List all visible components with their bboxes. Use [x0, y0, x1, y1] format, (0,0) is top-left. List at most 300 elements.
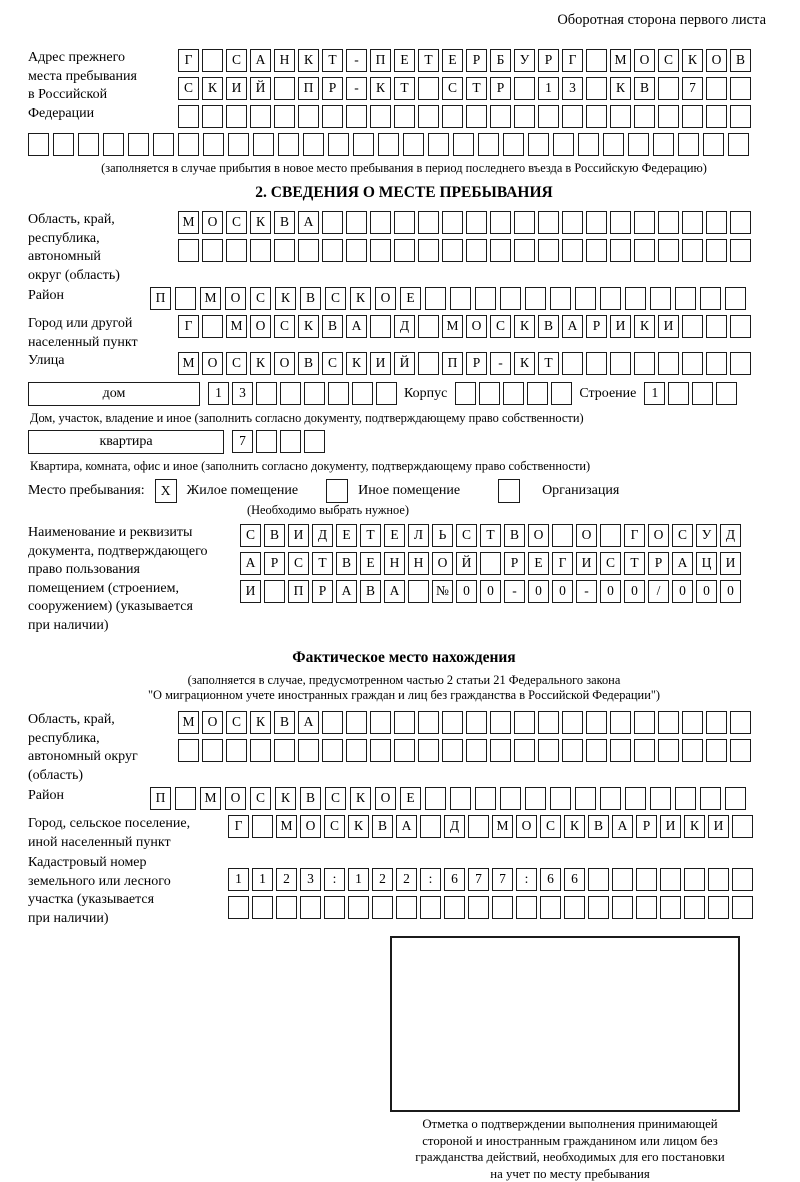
char-cell: В: [322, 315, 343, 338]
char-cell: 0: [696, 580, 717, 603]
char-cell: М: [178, 352, 199, 375]
char-cell: [706, 211, 727, 234]
char-cell: И: [708, 815, 729, 838]
char-cell: [418, 105, 439, 128]
text-line: гражданства действий, необходимых для его постановки: [360, 1149, 780, 1166]
char-cell: 0: [624, 580, 645, 603]
char-cell: В: [264, 524, 285, 547]
char-cell: [682, 315, 703, 338]
char-cell: [578, 133, 599, 156]
cadastral-rows: [228, 854, 756, 924]
char-cell: [525, 787, 546, 810]
char-cell: [706, 352, 727, 375]
char-cell: И: [576, 552, 597, 575]
char-cell: [175, 787, 196, 810]
text-line: при наличии): [28, 617, 240, 636]
char-cell: [692, 382, 713, 405]
char-cell: К: [250, 711, 271, 734]
char-cell: С: [442, 77, 463, 100]
stay-type-checkbox-other: [326, 479, 348, 503]
actual-city-row: [228, 815, 756, 843]
char-cell: О: [576, 524, 597, 547]
region-block: [28, 211, 780, 285]
text-line: "О миграционном учете иностранных граждан и лиц без гражданства в Российской Федерации"): [28, 688, 780, 703]
char-cell: [730, 105, 751, 128]
char-cell: 0: [672, 580, 693, 603]
actual-city-block: [28, 815, 780, 852]
char-cell: О: [432, 552, 453, 575]
char-cell: [678, 133, 699, 156]
char-cell: К: [275, 287, 296, 310]
document-row-3: [240, 580, 744, 608]
char-cell: [636, 868, 657, 891]
char-cell: 7: [232, 430, 253, 453]
char-cell: В: [336, 552, 357, 575]
char-cell: [730, 739, 751, 762]
char-cell: К: [250, 352, 271, 375]
char-cell: [428, 133, 449, 156]
char-cell: [586, 77, 607, 100]
char-cell: [256, 382, 277, 405]
actual-region-row-1: [178, 711, 754, 739]
char-cell: [562, 352, 583, 375]
char-cell: [625, 287, 646, 310]
char-cell: К: [298, 315, 319, 338]
char-cell: И: [226, 77, 247, 100]
char-cell: [178, 239, 199, 262]
prev-address-caption: (заполняется в случае прибытия в новое место пребывания в период последнего въезда в Российскую Федерацию): [28, 161, 780, 176]
char-cell: [442, 711, 463, 734]
char-cell: [658, 211, 679, 234]
char-cell: И: [370, 352, 391, 375]
char-cell: [252, 815, 273, 838]
char-cell: К: [564, 815, 585, 838]
char-cell: О: [225, 787, 246, 810]
char-cell: [516, 896, 537, 919]
char-cell: [418, 739, 439, 762]
char-cell: Н: [274, 49, 295, 72]
cadastral-row-2: [228, 896, 756, 924]
char-cell: [514, 711, 535, 734]
char-cell: [298, 105, 319, 128]
char-cell: Р: [466, 49, 487, 72]
char-cell: [610, 711, 631, 734]
char-cell: А: [384, 580, 405, 603]
char-cell: В: [504, 524, 525, 547]
street-block: [28, 352, 780, 380]
char-cell: [376, 382, 397, 405]
char-cell: [728, 133, 749, 156]
char-cell: [706, 739, 727, 762]
char-cell: С: [672, 524, 693, 547]
text-line: участка (указывается: [28, 891, 228, 910]
char-cell: 7: [682, 77, 703, 100]
char-cell: [420, 896, 441, 919]
char-cell: 3: [232, 382, 253, 405]
char-cell: Й: [394, 352, 415, 375]
char-cell: [202, 315, 223, 338]
char-cell: [706, 105, 727, 128]
char-cell: [550, 787, 571, 810]
char-cell: [352, 382, 373, 405]
char-cell: Л: [408, 524, 429, 547]
stamp-box: [390, 936, 740, 1112]
char-cell: Р: [466, 352, 487, 375]
char-cell: [278, 133, 299, 156]
actual-region-rows: [178, 711, 754, 767]
street-row: [178, 352, 754, 380]
char-cell: [610, 352, 631, 375]
char-cell: 1: [228, 868, 249, 891]
char-cell: [730, 77, 751, 100]
text-line: Город или другой: [28, 315, 178, 334]
char-cell: Г: [178, 49, 199, 72]
char-cell: [562, 239, 583, 262]
char-cell: [264, 580, 285, 603]
char-cell: [612, 896, 633, 919]
char-cell: В: [730, 49, 751, 72]
char-cell: [600, 287, 621, 310]
char-cell: А: [396, 815, 417, 838]
char-cell: Й: [456, 552, 477, 575]
char-cell: [228, 133, 249, 156]
char-cell: [562, 711, 583, 734]
stay-type-caption: (Необходимо выбрать нужное): [178, 503, 478, 518]
char-cell: [732, 868, 753, 891]
char-cell: [706, 77, 727, 100]
char-cell: Н: [384, 552, 405, 575]
page-side-note: Оборотная сторона первого листа: [28, 12, 780, 29]
char-cell: [636, 896, 657, 919]
char-cell: [708, 896, 729, 919]
char-cell: С: [490, 315, 511, 338]
char-cell: [610, 239, 631, 262]
char-cell: К: [350, 287, 371, 310]
char-cell: [450, 287, 471, 310]
char-cell: Т: [322, 49, 343, 72]
char-cell: [490, 711, 511, 734]
char-cell: [675, 287, 696, 310]
char-cell: И: [288, 524, 309, 547]
char-cell: С: [178, 77, 199, 100]
char-cell: Р: [504, 552, 525, 575]
text-line: округ (область): [28, 267, 178, 286]
apartment-caption: Квартира, комната, офис и иное (заполнить согласно документу, подтверждающему право собственности): [30, 459, 780, 474]
char-cell: [322, 239, 343, 262]
char-cell: /: [648, 580, 669, 603]
char-cell: 6: [540, 868, 561, 891]
char-cell: -: [504, 580, 525, 603]
char-cell: К: [346, 352, 367, 375]
char-cell: В: [372, 815, 393, 838]
char-cell: [250, 105, 271, 128]
stamp-note: [360, 1116, 780, 1182]
char-cell: С: [226, 211, 247, 234]
char-cell: [442, 211, 463, 234]
char-cell: [660, 868, 681, 891]
document-rows: [240, 524, 744, 608]
char-cell: [552, 524, 573, 547]
char-cell: [553, 133, 574, 156]
actual-region-row-2: [178, 739, 754, 767]
char-cell: [575, 287, 596, 310]
char-cell: [730, 352, 751, 375]
char-cell: [725, 787, 746, 810]
char-cell: С: [250, 787, 271, 810]
char-cell: [562, 739, 583, 762]
char-cell: [730, 211, 751, 234]
document-row-2: [240, 552, 744, 580]
char-cell: [276, 896, 297, 919]
char-cell: С: [226, 352, 247, 375]
char-cell: [475, 287, 496, 310]
char-cell: С: [226, 711, 247, 734]
char-cell: [128, 133, 149, 156]
char-cell: Д: [444, 815, 465, 838]
char-cell: [658, 239, 679, 262]
char-cell: О: [516, 815, 537, 838]
char-cell: [658, 739, 679, 762]
char-cell: [346, 105, 367, 128]
char-cell: [226, 239, 247, 262]
char-cell: И: [658, 315, 679, 338]
char-cell: [202, 739, 223, 762]
char-cell: М: [178, 711, 199, 734]
prev-address-row-4: [28, 133, 780, 161]
section2-title: 2. СВЕДЕНИЯ О МЕСТЕ ПРЕБЫВАНИЯ: [28, 184, 780, 202]
char-cell: Е: [528, 552, 549, 575]
text-line: на учет по месту пребывания: [360, 1166, 780, 1182]
char-cell: О: [375, 787, 396, 810]
char-cell: [625, 787, 646, 810]
char-cell: С: [456, 524, 477, 547]
char-cell: К: [370, 77, 391, 100]
char-cell: [252, 896, 273, 919]
char-cell: К: [250, 211, 271, 234]
city-row: [178, 315, 754, 343]
char-cell: О: [706, 49, 727, 72]
char-cell: [706, 711, 727, 734]
prev-address-row-2: [178, 77, 754, 105]
char-cell: Й: [250, 77, 271, 100]
char-cell: В: [360, 580, 381, 603]
char-cell: [708, 868, 729, 891]
char-cell: В: [274, 211, 295, 234]
char-cell: Г: [624, 524, 645, 547]
document-label: [28, 524, 240, 635]
stay-type-option-residential: Жилое помещение: [187, 483, 298, 499]
actual-district-block: [28, 787, 780, 815]
char-cell: [178, 105, 199, 128]
char-cell: К: [682, 49, 703, 72]
char-cell: [300, 896, 321, 919]
char-cell: 0: [456, 580, 477, 603]
char-cell: Р: [322, 77, 343, 100]
char-cell: [586, 105, 607, 128]
char-cell: [514, 239, 535, 262]
char-cell: [256, 430, 277, 453]
char-cell: [550, 287, 571, 310]
char-cell: О: [202, 352, 223, 375]
char-cell: [682, 739, 703, 762]
char-cell: [682, 711, 703, 734]
char-cell: [475, 787, 496, 810]
char-cell: [730, 711, 751, 734]
char-cell: [250, 739, 271, 762]
char-cell: [322, 105, 343, 128]
text-line: Кадастровый номер: [28, 854, 228, 873]
char-cell: [304, 430, 325, 453]
char-cell: [348, 896, 369, 919]
char-cell: [103, 133, 124, 156]
char-cell: Г: [178, 315, 199, 338]
char-cell: [328, 382, 349, 405]
char-cell: Т: [466, 77, 487, 100]
char-cell: Ь: [432, 524, 453, 547]
char-cell: 1: [644, 382, 665, 405]
char-cell: [514, 739, 535, 762]
char-cell: [370, 711, 391, 734]
char-cell: [274, 77, 295, 100]
char-cell: [178, 133, 199, 156]
char-cell: О: [375, 287, 396, 310]
char-cell: К: [202, 77, 223, 100]
char-cell: [346, 211, 367, 234]
char-cell: [408, 580, 429, 603]
char-cell: [682, 211, 703, 234]
char-cell: [468, 896, 489, 919]
char-cell: [394, 105, 415, 128]
char-cell: [586, 711, 607, 734]
char-cell: [346, 711, 367, 734]
char-cell: Р: [264, 552, 285, 575]
char-cell: [682, 352, 703, 375]
char-cell: [202, 49, 223, 72]
char-cell: [303, 133, 324, 156]
text-line: земельного или лесного: [28, 873, 228, 892]
char-cell: [538, 211, 559, 234]
char-cell: [706, 315, 727, 338]
text-line: Область, край,: [28, 711, 178, 730]
region-rows: [178, 211, 754, 267]
text-line: республика,: [28, 230, 178, 249]
char-cell: [480, 552, 501, 575]
char-cell: [466, 211, 487, 234]
char-cell: К: [350, 787, 371, 810]
char-cell: А: [562, 315, 583, 338]
text-line: Адрес прежнего: [28, 49, 178, 68]
char-cell: Н: [408, 552, 429, 575]
char-cell: [540, 896, 561, 919]
char-cell: 1: [208, 382, 229, 405]
char-cell: -: [490, 352, 511, 375]
char-cell: [370, 105, 391, 128]
char-cell: [394, 211, 415, 234]
char-cell: [370, 739, 391, 762]
char-cell: 3: [562, 77, 583, 100]
char-cell: [716, 382, 737, 405]
char-cell: Е: [400, 787, 421, 810]
char-cell: М: [442, 315, 463, 338]
char-cell: [503, 133, 524, 156]
char-cell: [675, 787, 696, 810]
char-cell: [490, 739, 511, 762]
text-line: места пребывания: [28, 68, 178, 87]
char-cell: [466, 739, 487, 762]
char-cell: Т: [312, 552, 333, 575]
char-cell: Д: [394, 315, 415, 338]
char-cell: О: [648, 524, 669, 547]
char-cell: [324, 896, 345, 919]
char-cell: С: [226, 49, 247, 72]
char-cell: -: [346, 77, 367, 100]
stay-type-checkbox-organization: [498, 479, 520, 503]
char-cell: [280, 382, 301, 405]
char-cell: [600, 787, 621, 810]
char-cell: [322, 711, 343, 734]
char-cell: В: [300, 787, 321, 810]
char-cell: [28, 133, 49, 156]
char-cell: [274, 105, 295, 128]
char-cell: [610, 739, 631, 762]
actual-city-label: [28, 815, 228, 852]
char-cell: [418, 211, 439, 234]
text-line: Наименование и реквизиты: [28, 524, 240, 543]
char-cell: О: [634, 49, 655, 72]
char-cell: [732, 896, 753, 919]
char-cell: -: [576, 580, 597, 603]
char-cell: [450, 787, 471, 810]
char-cell: [730, 239, 751, 262]
prev-address-label: [28, 49, 178, 123]
district-row: [150, 287, 750, 315]
char-cell: А: [336, 580, 357, 603]
char-cell: [370, 315, 391, 338]
char-cell: [538, 739, 559, 762]
stroenie-label: Строение: [579, 382, 636, 406]
city-block: [28, 315, 780, 352]
text-line: иной населенный пункт: [28, 834, 228, 853]
char-cell: 1: [538, 77, 559, 100]
char-cell: [634, 711, 655, 734]
char-cell: О: [202, 211, 223, 234]
actual-district-row: [150, 787, 750, 815]
char-cell: [442, 739, 463, 762]
char-cell: Е: [360, 552, 381, 575]
char-cell: [490, 211, 511, 234]
char-cell: [418, 315, 439, 338]
char-cell: Р: [586, 315, 607, 338]
char-cell: [586, 211, 607, 234]
char-cell: П: [150, 287, 171, 310]
actual-location-title: Фактическое место нахождения: [28, 649, 780, 667]
char-cell: [634, 239, 655, 262]
char-cell: А: [346, 315, 367, 338]
char-cell: [600, 524, 621, 547]
char-cell: [226, 739, 247, 762]
char-cell: 2: [396, 868, 417, 891]
char-cell: [668, 382, 689, 405]
char-cell: С: [324, 815, 345, 838]
char-cell: К: [275, 787, 296, 810]
char-cell: К: [514, 352, 535, 375]
char-cell: [682, 105, 703, 128]
char-cell: [228, 896, 249, 919]
char-cell: [660, 896, 681, 919]
text-line: населенный пункт: [28, 334, 178, 353]
char-cell: Т: [480, 524, 501, 547]
char-cell: [418, 239, 439, 262]
